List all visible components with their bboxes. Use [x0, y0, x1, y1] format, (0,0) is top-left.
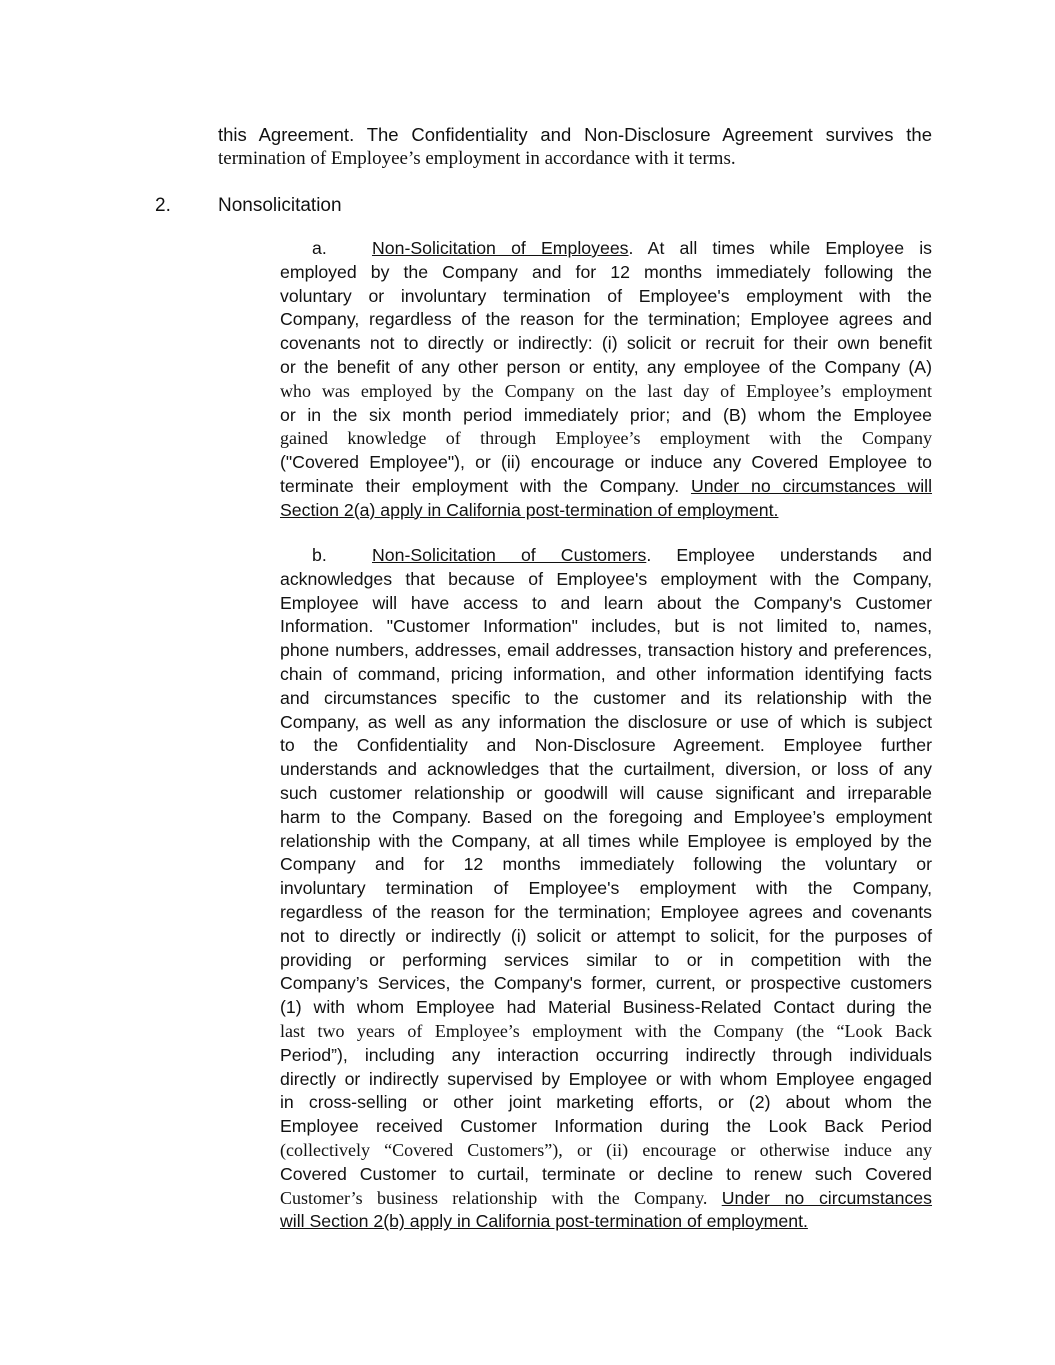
- intro-line-2: termination of Employee’s employment in accordance with it terms.: [218, 148, 736, 169]
- para-b-line: acknowledges that because of Employee's employment with the Company,: [280, 568, 932, 589]
- para-b-heading: Non-Solicitation of Customers: [372, 545, 647, 565]
- para-a-line: employed by the Company and for 12 months immediately following the: [280, 261, 932, 282]
- para-b-line: chain of command, pricing information, and other information identifying facts: [280, 663, 932, 684]
- para-b-last-plain: Customer’s business relationship with the Company.: [280, 1187, 722, 1208]
- section-title: Nonsolicitation: [218, 195, 342, 216]
- para-b-last-underlined: Under no circumstances: [721, 1187, 932, 1208]
- para-a-line: or the benefit of any other person or entity, any employee of the Company (A): [280, 356, 932, 377]
- para-a-heading-tail: . At all times while Employee is: [628, 238, 933, 258]
- para-b-line: (1) with whom Employee had Material Business-Related Contact during the: [280, 997, 932, 1018]
- para-a-final-line: Section 2(a) apply in California post-termination of employment.: [280, 499, 779, 520]
- para-b-line: relationship with the Company, at all times while Employee is employed by the: [280, 830, 932, 851]
- intro-line-1: this Agreement. The Confidentiality and Non-Disclosure Agreement survives the: [218, 124, 932, 145]
- para-b-line: directly or indirectly supervised by Employee or with whom Employee engaged: [280, 1068, 932, 1089]
- para-a-first-line: [280, 237, 932, 261]
- para-b-line: to the Confidentiality and Non-Disclosure Agreement. Employee further: [280, 735, 932, 756]
- para-b-line: Covered Customer to curtail, terminate or decline to renew such Covered: [280, 1163, 932, 1184]
- para-b-heading-tail: . Employee understands and: [646, 545, 932, 565]
- para-b-line: Employee will have access to and learn about the Company's Customer: [280, 592, 932, 613]
- para-b-line: such customer relationship or goodwill will cause significant and irreparable: [280, 782, 932, 803]
- para-b-line: understands and acknowledges that the curtailment, diversion, or loss of any: [280, 759, 932, 780]
- para-b-line: Company, as well as any information the disclosure or use of which is subject: [280, 711, 932, 732]
- para-b-line: harm to the Company. Based on the foregoing and Employee’s employment: [280, 806, 932, 827]
- para-b-penultimate-line: [280, 1187, 932, 1211]
- para-b-line: involuntary termination of Employee's employment with the Company,: [280, 878, 932, 899]
- para-b-first-line: [280, 544, 932, 568]
- para-b-line: Company and for 12 months immediately following the voluntary or: [280, 854, 932, 875]
- para-b-label: b.: [312, 545, 327, 565]
- para-a-heading: Non-Solicitation of Employees: [372, 238, 629, 258]
- section-number: 2.: [155, 195, 171, 216]
- para-b-line: regardless of the reason for the termination; Employee agrees and covenants: [280, 901, 932, 922]
- para-a-line: voluntary or involuntary termination of Employee's employment with the: [280, 285, 932, 306]
- para-a-label: a.: [312, 238, 327, 258]
- para-b-line: Employee received Customer Information during the Look Back Period: [280, 1116, 932, 1137]
- para-b-line: last two years of Employee’s employment with the Company (the “Look Back: [280, 1020, 932, 1041]
- para-b-line: Information. "Customer Information" includes, but is not limited to, names,: [280, 616, 932, 637]
- para-a-line: Company, regardless of the reason for the termination; Employee agrees and: [280, 309, 932, 330]
- para-a-line: or in the six month period immediately prior; and (B) whom the Employee: [280, 404, 932, 425]
- para-a-last-plain: terminate their employment with the Company.: [280, 475, 691, 496]
- para-a-line: ("Covered Employee"), or (ii) encourage or induce any Covered Employee to: [280, 452, 932, 473]
- para-a-penultimate-line: [280, 475, 932, 499]
- paragraph-non-solicitation-employees: [280, 237, 932, 523]
- para-b-line: in cross-selling or other joint marketing efforts, or (2) about whom the: [280, 1092, 932, 1113]
- para-a-last-underlined: Under no circumstances will: [690, 475, 933, 496]
- para-b-line: Company’s Services, the Company's former, current, or prospective customers: [280, 973, 932, 994]
- para-a-line: who was employed by the Company on the last day of Employee’s employment: [280, 380, 932, 401]
- para-a-line: covenants not to directly or indirectly: (i) solicit or recruit for their own benefit: [280, 333, 932, 354]
- para-a-line: gained knowledge of through Employee’s employment with the Company: [280, 428, 932, 449]
- para-b-line: phone numbers, addresses, email addresses, transaction history and preferences,: [280, 640, 932, 661]
- intro-paragraph: [218, 123, 932, 171]
- paragraph-non-solicitation-customers: [280, 544, 932, 1234]
- para-b-line: Period”), including any interaction occurring indirectly through individuals: [280, 1044, 932, 1065]
- para-b-line: (collectively “Covered Customers”), or (ii) encourage or otherwise induce any: [280, 1139, 932, 1160]
- para-b-line: not to directly or indirectly (i) solicit or attempt to solicit, for the purposes of: [280, 925, 932, 946]
- para-b-line: providing or performing services similar to or in competition with the: [280, 949, 932, 970]
- para-b-final-line: will Section 2(b) apply in California post-termination of employment.: [280, 1211, 808, 1232]
- para-b-line: and circumstances specific to the customer and its relationship with the: [280, 687, 932, 708]
